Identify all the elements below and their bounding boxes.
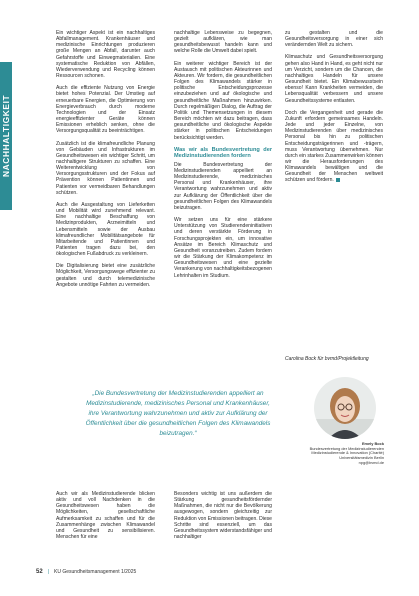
section-label: NACHHALTIGKEIT [1,94,11,178]
paragraph: Wir setzen uns für eine stärkere Unterstützung von Studierendeninitiativen und deren verstärkte Förderung in Forschungsprojekten ein, um innovative Ansätze im Bereich Klimaschutz und Gesundheit voranzutreiben. Zudem fordern wir die Stärkung der Klimakompetenz im Gesundheitswesen und eine gezielte Verankerung von nachhaltigkeitsbezogenen Lehrinhalten im Studium. [174,217,272,279]
paragraph: zu gestalten und die Gesundheitsversorgung in einer sich verändernden Welt zu sichern. [285,30,383,49]
paragraph [285,110,383,184]
paragraph-text: Doch die Vergangenheit und gerade die Zukunft erfordern gemeinsames Handeln. Jede und jeder Einzelne, von Medizinstudierenden über medizinisches Personal bis hin zu politischen Entscheidungsträgerinnen und -trägern, muss Verantwortung übernehmen. Nur durch ein starkes Zusammenwirken können wir die Herausforderungen des Klimawandels bewältigen und die Gesundheit der Menschen weltweit schützen und fördern. [285,109,383,184]
photo-caption [280,442,384,466]
paragraph: Klimaschutz und Gesundheitsversorgung gehen also Hand in Hand, es geht nicht nur um Verzicht, sondern um die Chancen, die nachhaltiges Handeln für unsere Gesundheit bietet. Ein Klimabewusstsein ebenso! Kann Krankheiten vermeiden, die Lebensqualität verbessern und unsere Gesundheitssysteme entlasten. [285,54,383,104]
page-footer [36,569,236,575]
paragraph: Die Digitalisierung bietet eine zusätzliche Möglichkeit, Versorgungswege effizienter zu gestalten und durch telemedizinische Angebote unnötige Fahrten zu vermeiden. [56,263,155,288]
paragraph: nachhaltige Lebensweise zu begegnen, gezielt aufklären, wie man gesundheitsbewusst handeln kann und welche Rolle die Umwelt dabei spielt. [174,30,272,55]
article-column-2-bottom [174,491,272,540]
article-column-1 [56,30,155,288]
caption-line: Bundesvertretung der Medizinstudierenden [309,445,384,451]
publication-name: KU Gesundheitsmanagement 1/2025 [54,569,137,575]
paragraph: Ein wichtiger Aspekt ist ein nachhaltiges Abfallmanagement. Krankenhäuser und medizinische Einrichtungen produzieren große Mengen an Abfall, darunter auch Gefahrstoffe und Einwegmaterialien. Eine systematische Reduktion von Abfällen, Wiederverwendung und Recycling können Ressourcen schonen. [56,30,155,80]
article-column-3 [285,30,383,184]
footer-separator: | [47,569,49,575]
paragraph: Die Bundesvertretung der Medizinstudierenden appelliert an Medizinstudierende, medizinisches Personal und Krankenhäuser, ihre Verantwortung wahrzunehmen und aktiv zur Aufklärung der Öffentlichkeit über die gesundheitlichen Folgen des Klimawandels beizutragen. [174,161,272,211]
page-number: 52 [36,569,43,575]
article-column-2 [174,30,272,279]
paragraph: Zusätzlich ist die klimafreundliche Planung von Gebäuden und Infrastrukturen im Gesundheitswesen ein wichtiger Schritt, um nachhaltigere Strukturen zu schaffen. Eine Weiterentwicklung von Versorgungsstrukturen und der Fokus auf Prävention können Patientinnen und Patienten vor vermeidbaren Behandlungen schützen. [56,140,155,196]
section-subheading: Was wir als Bundesvertretung der Medizinstudierenden fordern [174,146,272,160]
paragraph: Besonders wichtig ist uns außerdem die Stärkung gesundheitsfördernder Maßnahmen, die nicht nur die Bevölkerung ausgewogen, sondern gleichzeitig zur Reduktion von Emissionen beitragen. Diese Schritte sind essenziell, um das Gesundheitssystem widerstandsfähiger und nachhaltiger [174,491,272,541]
caption-email: npg@bvmd.de [358,459,384,465]
author-byline: Carolina Bock für bvmd/Projektleitung [285,356,369,362]
caption-name: Emely Bock [361,441,384,446]
caption-line: Universitätsmedizin Berlin [339,455,384,461]
paragraph: Ein weiterer wichtiger Bereich ist der Austausch mit politischen Akteurinnen und Akteuren. Wir fordern, die gesundheitlichen Folgen des Klimawandels stärker in politische Entscheidungsprozesse einzubeziehen und auf ökologische und gesundheitliche Maßnahmen hinzuwirken. Durch regelmäßigen Dialog, die Auftrag der Politik und Themensetzungen in diesem Bereich möchten wir dazu beitragen, dass gesundheitliche und ökologische Aspekte stärker in politischen Entscheidungen berücksichtigt werden. [174,60,272,141]
paragraph: Auch wir als Medizinstudierende blicken aktiv und voll Nachdenken in die Gesundheitswesen haben die Möglichkeiten, gesellschaftliche Aufmerksamkeit zu schaffen und für die Zusammenhänge zwischen Klimawandel und Gesundheit zu sensibilisieren. Menschen für eine [56,491,155,541]
pull-quote: „Die Bundesvertretung der Medizinstudierenden appelliert an Medizinstudierende, medizinisches Personal und Krankenhäuser, ihre Verantwortung wahrzunehmen und aktiv zur Aufklärung der Öffentlichkeit über die gesundheitlichen Folgen des Klimawandels beizutragen.“ [85,390,271,437]
author-photo [314,377,376,439]
caption-line: Medizinstudierende & Innovation (Charité) [311,450,384,456]
article-column-1-bottom [56,491,155,540]
paragraph: Auch die Ausgestaltung von Lieferketten und Mobilität wird zunehmend relevant. Eine nachhaltige Beschaffung von Medizinprodukten, Arzneimitteln und Lebensmitteln sowie der Ausbau klimafreundlicher Mobilitätsangebote für Mitarbeitende und Patientinnen und Patienten tragen dazu bei, den ökologischen Fußabdruck zu verkleinern. [56,201,155,258]
paragraph: Auch die effiziente Nutzung von Energie bietet hohes Potenzial. Der Umstieg auf erneuerbare Energien, die Optimierung von Energieverbrauch durch moderne Technologien und der Einsatz energieeffizienter Geräte können Emissionen erheblich senken, ohne die Versorgungsqualität zu beeinträchtigen. [56,85,155,135]
end-mark-icon [336,178,340,182]
